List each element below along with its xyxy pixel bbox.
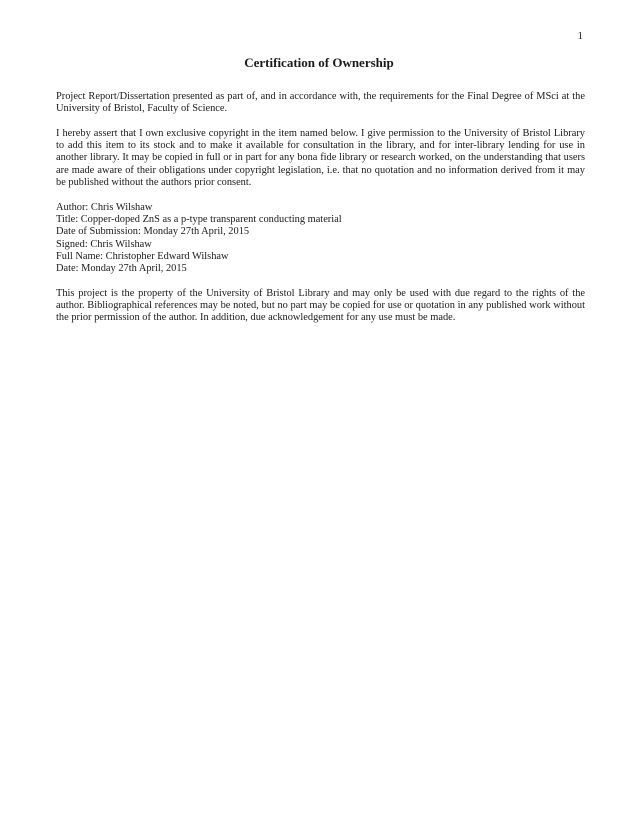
page-number: 1 [577,30,583,42]
page-title: Certification of Ownership [244,55,394,70]
intro-paragraph: Project Report/Dissertation presented as part of, and in accordance with, the requirements for the Final Degree of MSci at the University of Bristol, Faculty of Science. [56,91,585,115]
copyright-assertion-paragraph: I hereby assert that I own exclusive copyright in the item named below. I give permission to the University of Bristol Library to add this item to its stock and to make it available for consultation in the library, and for inter-library lending for use in another library. It may be copied in full or in part for any bona fide library or research worked, on the understanding that users are made aware of their obligations under copyright legislation, i.e. that no quotation and no information derived from it may be published without the authors prior consent. [56,127,585,189]
full-name-line: Full Name: Christopher Edward Wilshaw [56,250,229,262]
project-title-line: Title: Copper-doped ZnS as a p-type transparent conducting material [56,213,342,225]
document-body [56,91,585,325]
property-paragraph: This project is the property of the University of Bristol Library and may only be used with due regard to the rights of the author. Bibliographical references may be noted, but no part may be copied for use or quotation in any published work without the prior permission of the author. In addition, due acknowledgement for any use must be made. [56,287,585,324]
author-line: Author: Chris Wilshaw [56,201,153,213]
submission-date-line: Date of Submission: Monday 27th April, 2015 [56,226,250,238]
signed-line: Signed: Chris Wilshaw [56,238,152,250]
submission-details [56,202,585,276]
date-line: Date: Monday 27th April, 2015 [56,263,187,275]
